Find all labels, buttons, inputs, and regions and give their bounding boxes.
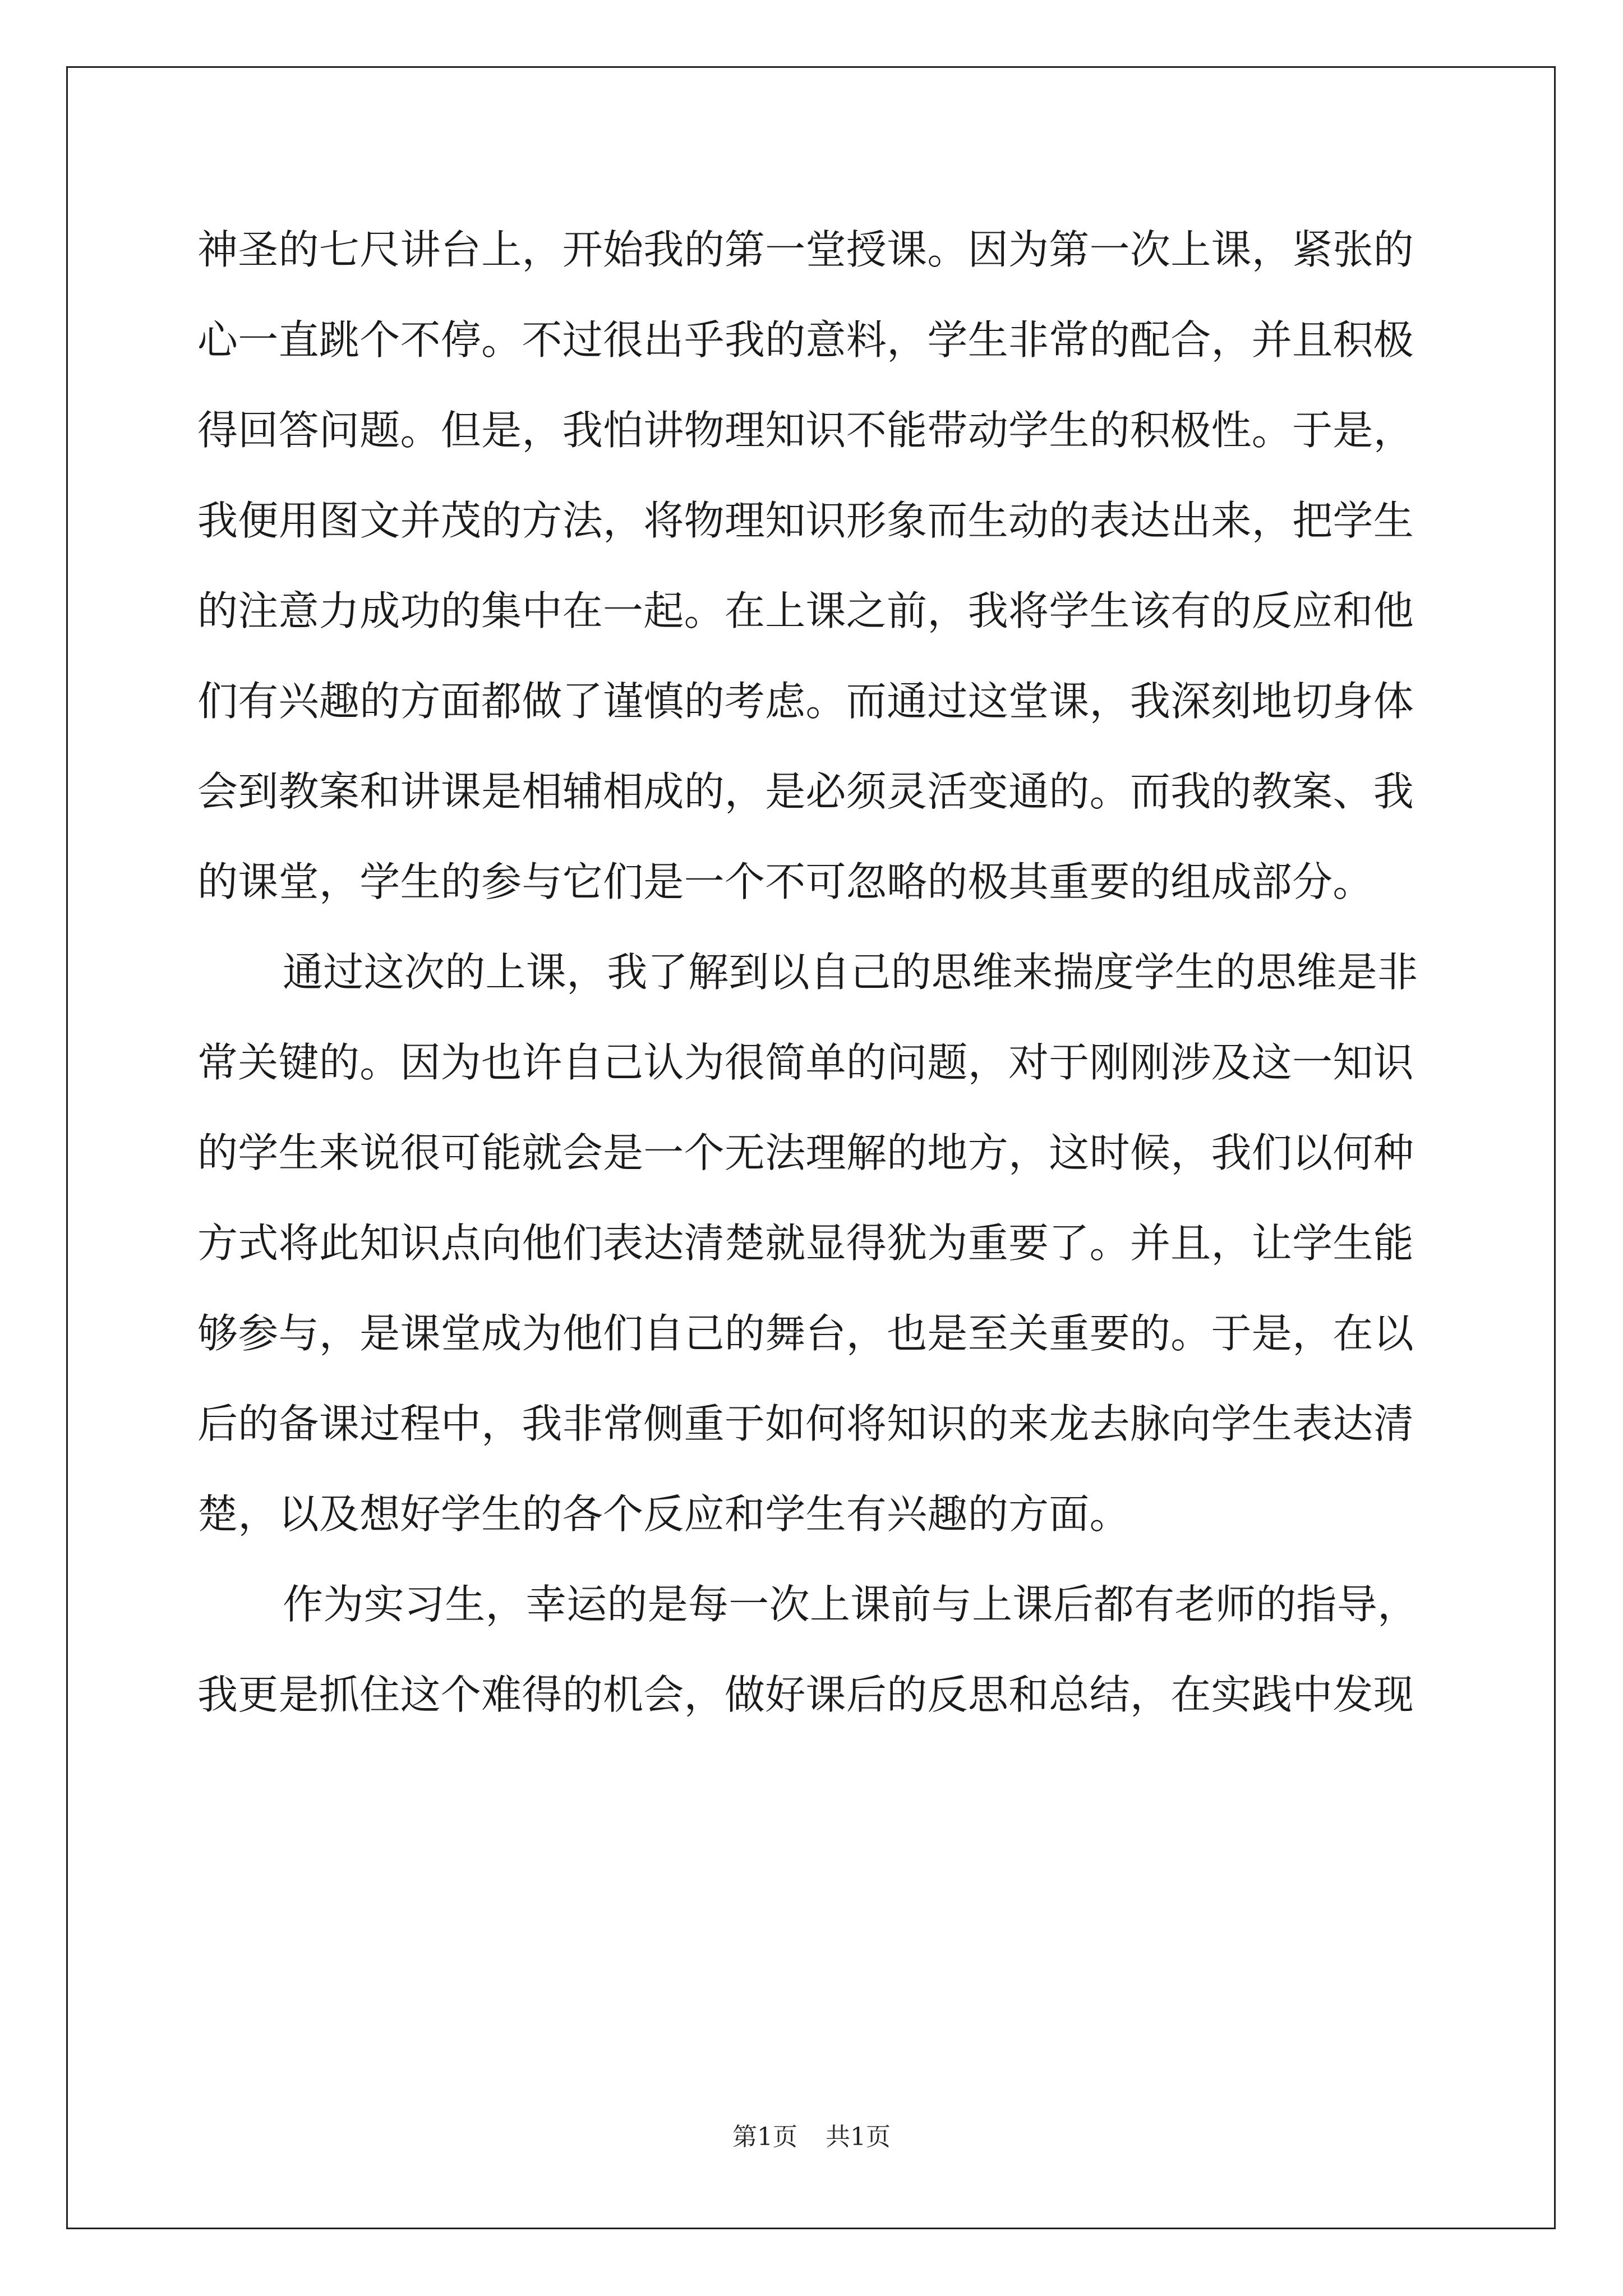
paragraph-start-line: 通过这次的上课，我了解到以自己的思维来揣度学生的思维是非 [283,949,1418,996]
page-total: 共1页 [826,2123,891,2151]
text-line: 楚，以及想好学生的各个反应和学生有兴趣的方面。 [197,1490,1130,1538]
text-line: 得回答问题。但是，我怕讲物理知识不能带动学生的积极性。于是， [197,407,1414,454]
text-line: 的学生来说很可能就会是一个无法理解的地方，这时候，我们以何种 [197,1129,1414,1176]
text-line: 心一直跳个不停。不过很出乎我的意料，学生非常的配合，并且积极 [197,316,1414,364]
document-body [197,205,1429,1740]
paragraph-start-line: 作为实习生，幸运的是每一次上课前与上课后都有老师的指导， [283,1581,1418,1628]
text-line: 我更是抓住这个难得的机会，做好课后的反思和总结，在实践中发现 [197,1671,1414,1718]
text-line: 的课堂，学生的参与它们是一个不可忽略的极其重要的组成部分。 [197,858,1373,905]
text-line: 够参与，是课堂成为他们自己的舞台，也是至关重要的。于是，在以 [197,1310,1414,1357]
text-line: 后的备课过程中，我非常侧重于如何将知识的来龙去脉向学生表达清 [197,1400,1414,1447]
text-line: 的注意力成功的集中在一起。在上课之前，我将学生该有的反应和他 [197,587,1414,634]
text-line: 我便用图文并茂的方法，将物理知识形象而生动的表达出来，把学生 [197,497,1414,544]
page-number: 第1页 [732,2123,797,2151]
text-line: 会到教案和讲课是相辅相成的，是必须灵活变通的。而我的教案、我 [197,768,1414,815]
page-footer [0,2120,1623,2154]
text-line: 们有兴趣的方面都做了谨慎的考虑。而通过这堂课，我深刻地切身体 [197,678,1414,725]
text-line: 神圣的七尺讲台上，开始我的第一堂授课。因为第一次上课，紧张的 [197,226,1414,273]
text-line: 方式将此知识点向他们表达清楚就显得犹为重要了。并且，让学生能 [197,1220,1414,1267]
text-line: 常关键的。因为也许自己认为很简单的问题，对于刚刚涉及这一知识 [197,1039,1414,1086]
